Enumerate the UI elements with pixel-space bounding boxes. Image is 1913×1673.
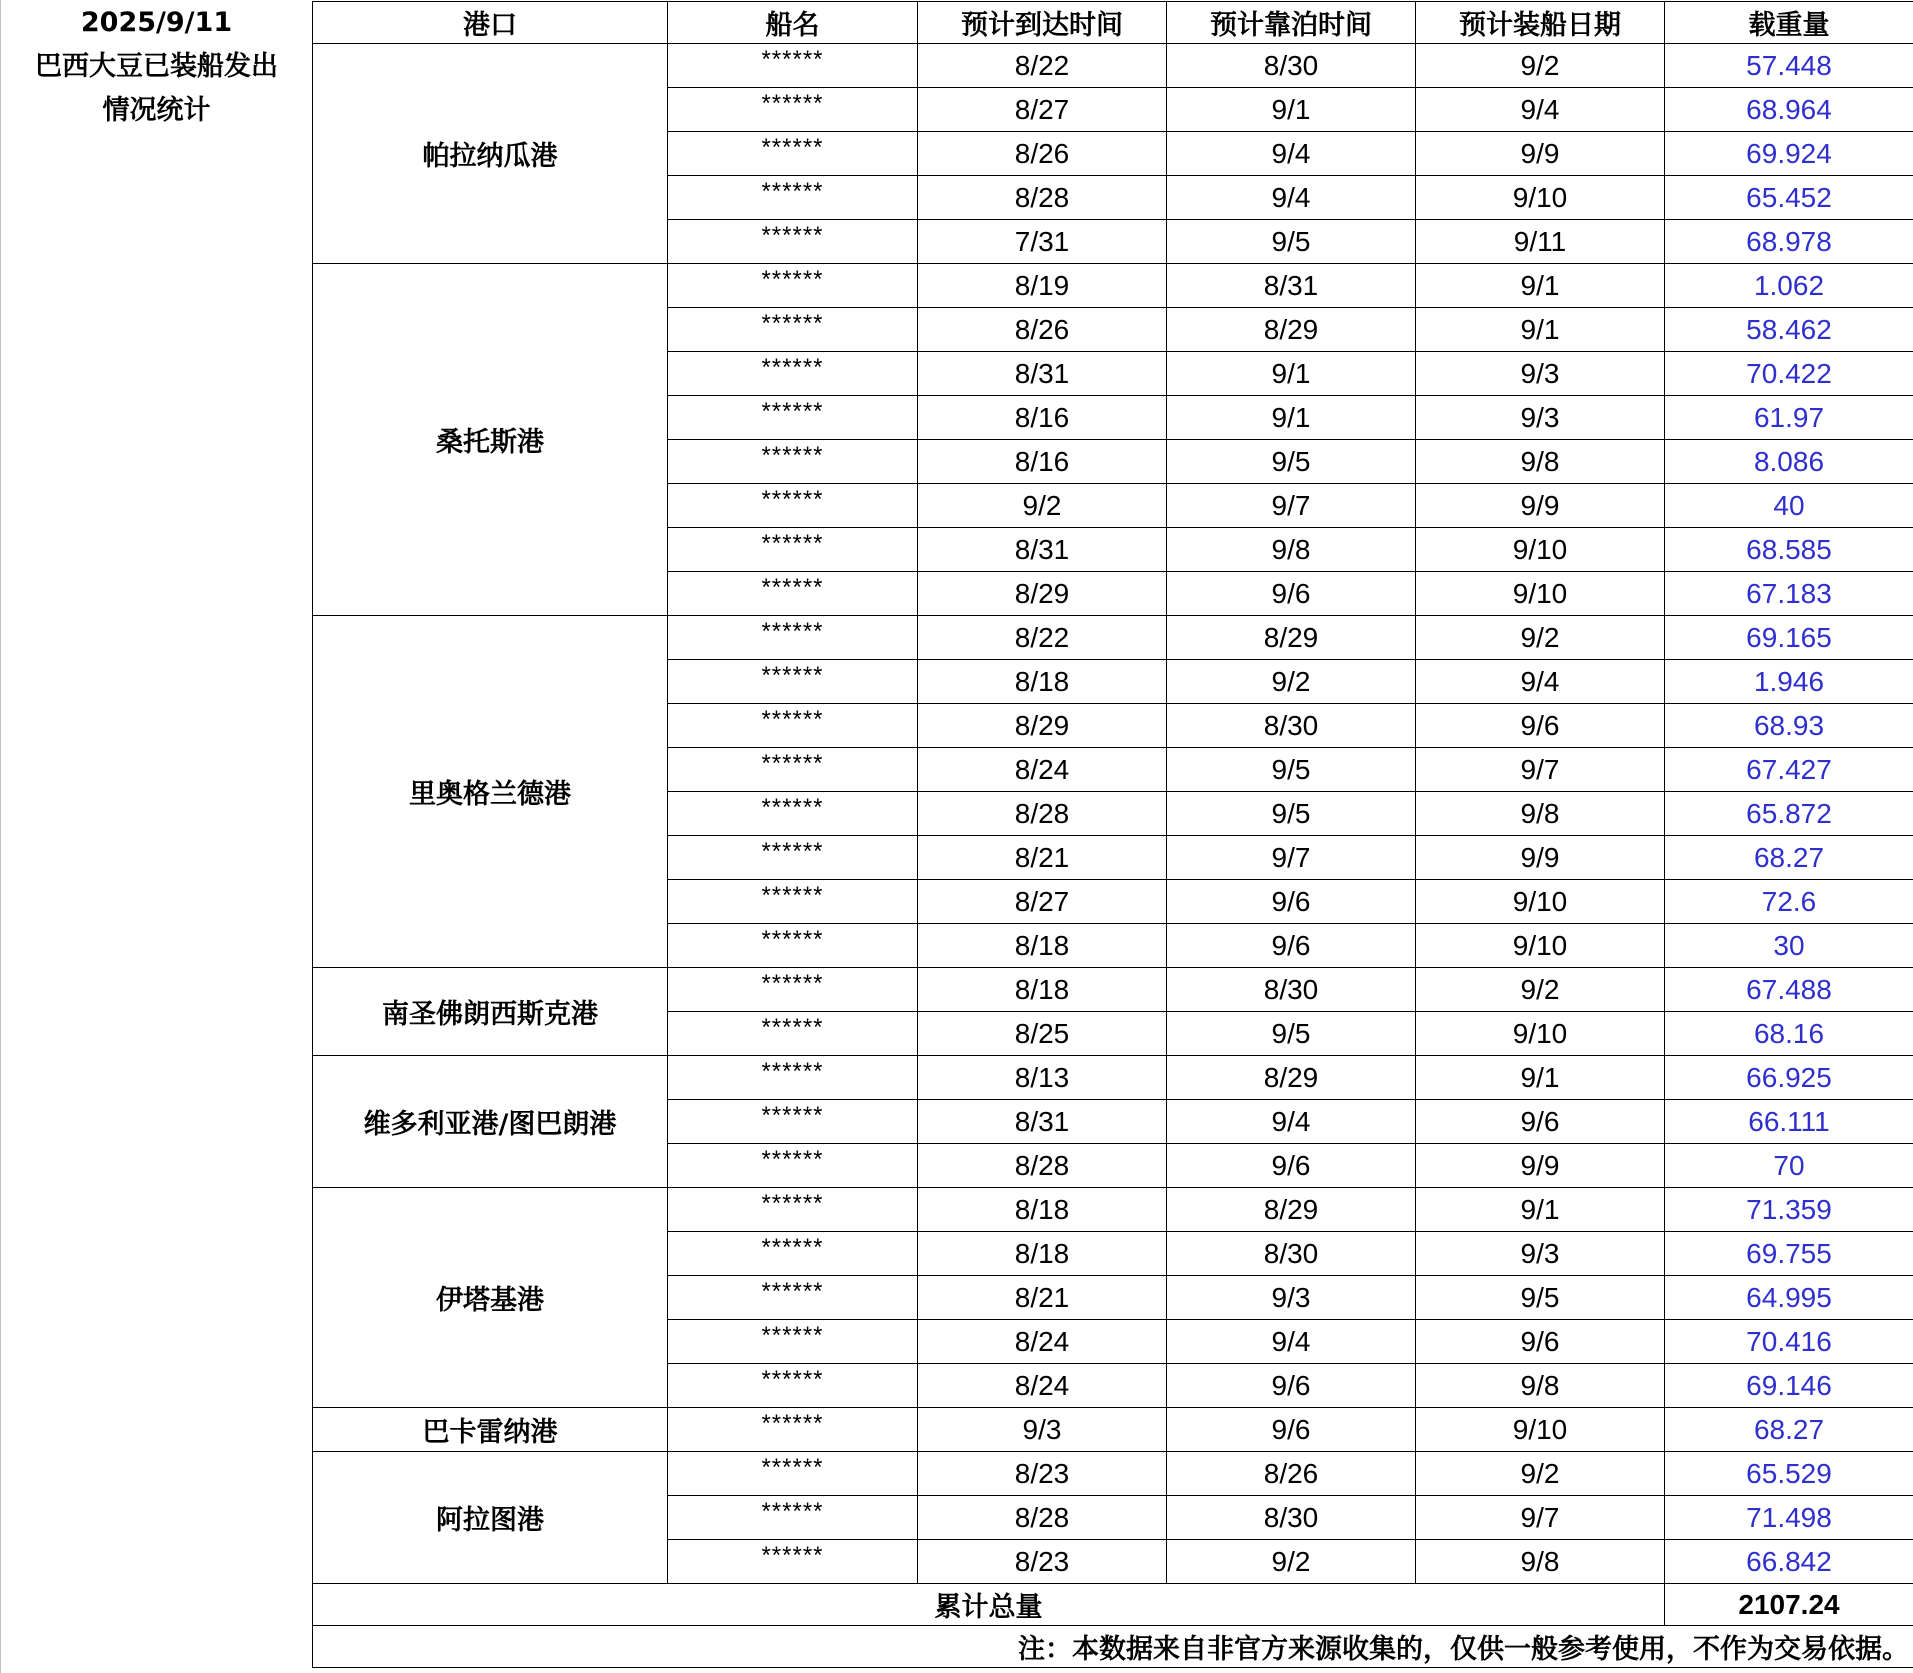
arrival-cell: 8/23: [918, 1540, 1167, 1584]
header-port: 港口: [313, 2, 668, 44]
loading-cell: 9/2: [1416, 44, 1665, 88]
berth-cell: 9/4: [1167, 176, 1416, 220]
arrival-cell: 7/31: [918, 220, 1167, 264]
report-title-line2: 情况统计: [102, 95, 211, 126]
weight-cell: 71.359: [1665, 1188, 1913, 1232]
loading-cell: 9/9: [1416, 1144, 1665, 1188]
loading-cell: 9/11: [1416, 220, 1665, 264]
arrival-cell: 8/26: [918, 132, 1167, 176]
arrival-cell: 8/23: [918, 1452, 1167, 1496]
weight-cell: 8.086: [1665, 440, 1913, 484]
weight-cell: 68.93: [1665, 704, 1913, 748]
berth-cell: 9/4: [1167, 132, 1416, 176]
loading-cell: 9/10: [1416, 880, 1665, 924]
berth-cell: 9/5: [1167, 748, 1416, 792]
berth-cell: 9/1: [1167, 396, 1416, 440]
weight-cell: 64.995: [1665, 1276, 1913, 1320]
ship-name-cell: ******: [668, 1496, 918, 1540]
berth-cell: 8/30: [1167, 44, 1416, 88]
ship-name-cell: ******: [668, 924, 918, 968]
ship-name-cell: ******: [668, 352, 918, 396]
port-cell: 南圣佛朗西斯克港: [313, 968, 668, 1056]
loading-cell: 9/1: [1416, 308, 1665, 352]
weight-cell: 68.585: [1665, 528, 1913, 572]
berth-cell: 9/6: [1167, 880, 1416, 924]
arrival-cell: 8/25: [918, 1012, 1167, 1056]
weight-cell: 68.16: [1665, 1012, 1913, 1056]
weight-cell: 65.872: [1665, 792, 1913, 836]
ship-name-cell: ******: [668, 308, 918, 352]
loading-cell: 9/4: [1416, 88, 1665, 132]
loading-cell: 9/10: [1416, 1012, 1665, 1056]
arrival-cell: 8/29: [918, 572, 1167, 616]
table-row: [313, 264, 1913, 308]
loading-cell: 9/8: [1416, 1540, 1665, 1584]
arrival-cell: 8/27: [918, 880, 1167, 924]
ship-name-cell: ******: [668, 440, 918, 484]
arrival-cell: 8/31: [918, 1100, 1167, 1144]
arrival-cell: 8/18: [918, 660, 1167, 704]
loading-cell: 9/10: [1416, 176, 1665, 220]
berth-cell: 8/30: [1167, 968, 1416, 1012]
loading-cell: 9/2: [1416, 616, 1665, 660]
berth-cell: 8/30: [1167, 1232, 1416, 1276]
report-date: 2025/9/11: [80, 7, 233, 38]
ship-name-cell: ******: [668, 660, 918, 704]
ship-name-cell: ******: [668, 220, 918, 264]
berth-cell: 8/31: [1167, 264, 1416, 308]
weight-cell: 70: [1665, 1144, 1913, 1188]
ship-name-cell: ******: [668, 1540, 918, 1584]
berth-cell: 8/29: [1167, 1188, 1416, 1232]
berth-cell: 9/2: [1167, 1540, 1416, 1584]
berth-cell: 9/6: [1167, 572, 1416, 616]
header-weight: 载重量: [1665, 2, 1913, 44]
arrival-cell: 8/28: [918, 176, 1167, 220]
total-value: 2107.24: [1665, 1584, 1913, 1626]
table-row: [313, 1452, 1913, 1496]
loading-cell: 9/7: [1416, 748, 1665, 792]
loading-cell: 9/10: [1416, 572, 1665, 616]
arrival-cell: 8/16: [918, 396, 1167, 440]
weight-cell: 61.97: [1665, 396, 1913, 440]
weight-cell: 67.183: [1665, 572, 1913, 616]
berth-cell: 8/30: [1167, 1496, 1416, 1540]
ship-name-cell: ******: [668, 1452, 918, 1496]
table-row: [313, 1188, 1913, 1232]
weight-cell: 58.462: [1665, 308, 1913, 352]
berth-cell: 9/4: [1167, 1100, 1416, 1144]
report-title-line1: 巴西大豆已装船发出: [35, 51, 278, 82]
port-cell: 维多利亚港/图巴朗港: [313, 1056, 668, 1188]
header-ship: 船名: [668, 2, 918, 44]
ship-name-cell: ******: [668, 528, 918, 572]
weight-cell: 67.488: [1665, 968, 1913, 1012]
loading-cell: 9/1: [1416, 1056, 1665, 1100]
loading-cell: 9/10: [1416, 924, 1665, 968]
arrival-cell: 8/28: [918, 792, 1167, 836]
weight-cell: 57.448: [1665, 44, 1913, 88]
berth-cell: 9/8: [1167, 528, 1416, 572]
weight-cell: 40: [1665, 484, 1913, 528]
arrival-cell: 8/18: [918, 1232, 1167, 1276]
ship-name-cell: ******: [668, 968, 918, 1012]
header-berth: 预计靠泊时间: [1167, 2, 1416, 44]
ship-name-cell: ******: [668, 704, 918, 748]
loading-cell: 9/7: [1416, 1496, 1665, 1540]
arrival-cell: 8/31: [918, 528, 1167, 572]
berth-cell: 8/29: [1167, 616, 1416, 660]
port-cell: 里奥格兰德港: [313, 616, 668, 968]
weight-cell: 71.498: [1665, 1496, 1913, 1540]
ship-name-cell: ******: [668, 1100, 918, 1144]
arrival-cell: 8/22: [918, 616, 1167, 660]
loading-cell: 9/1: [1416, 1188, 1665, 1232]
table-row: [313, 968, 1913, 1012]
loading-cell: 9/2: [1416, 968, 1665, 1012]
loading-cell: 9/5: [1416, 1276, 1665, 1320]
report-title: [0, 0, 312, 1673]
weight-cell: 66.925: [1665, 1056, 1913, 1100]
weight-cell: 69.755: [1665, 1232, 1913, 1276]
berth-cell: 9/1: [1167, 88, 1416, 132]
ship-name-cell: ******: [668, 880, 918, 924]
ship-name-cell: ******: [668, 1364, 918, 1408]
berth-cell: 9/5: [1167, 792, 1416, 836]
header-arrive: 预计到达时间: [918, 2, 1167, 44]
ship-name-cell: ******: [668, 1144, 918, 1188]
loading-cell: 9/10: [1416, 528, 1665, 572]
table-row: [313, 616, 1913, 660]
loading-cell: 9/9: [1416, 836, 1665, 880]
weight-cell: 72.6: [1665, 880, 1913, 924]
port-cell: 巴卡雷纳港: [313, 1408, 668, 1452]
port-cell: 阿拉图港: [313, 1452, 668, 1584]
ship-name-cell: ******: [668, 572, 918, 616]
total-row: [313, 1584, 1913, 1626]
ship-name-cell: ******: [668, 1056, 918, 1100]
ship-name-cell: ******: [668, 88, 918, 132]
ship-name-cell: ******: [668, 1276, 918, 1320]
berth-cell: 9/3: [1167, 1276, 1416, 1320]
shipment-table: [312, 1, 1913, 1668]
ship-name-cell: ******: [668, 616, 918, 660]
weight-cell: 68.27: [1665, 1408, 1913, 1452]
ship-name-cell: ******: [668, 1408, 918, 1452]
berth-cell: 9/6: [1167, 1144, 1416, 1188]
loading-cell: 9/8: [1416, 792, 1665, 836]
weight-cell: 68.978: [1665, 220, 1913, 264]
table-row: [313, 1408, 1913, 1452]
berth-cell: 9/5: [1167, 220, 1416, 264]
note-row: [313, 1626, 1913, 1668]
ship-name-cell: ******: [668, 1320, 918, 1364]
berth-cell: 8/29: [1167, 1056, 1416, 1100]
arrival-cell: 8/24: [918, 748, 1167, 792]
loading-cell: 9/1: [1416, 264, 1665, 308]
berth-cell: 8/26: [1167, 1452, 1416, 1496]
weight-cell: 65.452: [1665, 176, 1913, 220]
ship-name-cell: ******: [668, 132, 918, 176]
ship-name-cell: ******: [668, 176, 918, 220]
arrival-cell: 8/19: [918, 264, 1167, 308]
ship-name-cell: ******: [668, 264, 918, 308]
loading-cell: 9/10: [1416, 1408, 1665, 1452]
weight-cell: 69.146: [1665, 1364, 1913, 1408]
loading-cell: 9/6: [1416, 1100, 1665, 1144]
berth-cell: 8/30: [1167, 704, 1416, 748]
arrival-cell: 8/26: [918, 308, 1167, 352]
berth-cell: 8/29: [1167, 308, 1416, 352]
total-label: 累计总量: [313, 1584, 1665, 1626]
berth-cell: 9/6: [1167, 1364, 1416, 1408]
weight-cell: 67.427: [1665, 748, 1913, 792]
arrival-cell: 8/16: [918, 440, 1167, 484]
loading-cell: 9/8: [1416, 440, 1665, 484]
loading-cell: 9/6: [1416, 1320, 1665, 1364]
loading-cell: 9/3: [1416, 396, 1665, 440]
arrival-cell: 8/27: [918, 88, 1167, 132]
weight-cell: 68.964: [1665, 88, 1913, 132]
header-row: [313, 2, 1913, 44]
loading-cell: 9/6: [1416, 704, 1665, 748]
berth-cell: 9/5: [1167, 440, 1416, 484]
weight-cell: 1.946: [1665, 660, 1913, 704]
weight-cell: 69.924: [1665, 132, 1913, 176]
table-row: [313, 1056, 1913, 1100]
arrival-cell: 8/28: [918, 1144, 1167, 1188]
arrival-cell: 8/29: [918, 704, 1167, 748]
ship-name-cell: ******: [668, 1232, 918, 1276]
port-cell: 桑托斯港: [313, 264, 668, 616]
arrival-cell: 8/18: [918, 1188, 1167, 1232]
weight-cell: 66.111: [1665, 1100, 1913, 1144]
ship-name-cell: ******: [668, 484, 918, 528]
weight-cell: 69.165: [1665, 616, 1913, 660]
arrival-cell: 8/28: [918, 1496, 1167, 1540]
arrival-cell: 8/18: [918, 968, 1167, 1012]
table-row: [313, 44, 1913, 88]
berth-cell: 9/5: [1167, 1012, 1416, 1056]
berth-cell: 9/4: [1167, 1320, 1416, 1364]
loading-cell: 9/8: [1416, 1364, 1665, 1408]
loading-cell: 9/3: [1416, 352, 1665, 396]
weight-cell: 30: [1665, 924, 1913, 968]
loading-cell: 9/9: [1416, 484, 1665, 528]
ship-name-cell: ******: [668, 836, 918, 880]
arrival-cell: 8/24: [918, 1320, 1167, 1364]
berth-cell: 9/7: [1167, 484, 1416, 528]
loading-cell: 9/2: [1416, 1452, 1665, 1496]
weight-cell: 66.842: [1665, 1540, 1913, 1584]
weight-cell: 68.27: [1665, 836, 1913, 880]
berth-cell: 9/2: [1167, 660, 1416, 704]
arrival-cell: 9/2: [918, 484, 1167, 528]
port-cell: 帕拉纳瓜港: [313, 44, 668, 264]
loading-cell: 9/9: [1416, 132, 1665, 176]
arrival-cell: 8/31: [918, 352, 1167, 396]
weight-cell: 70.422: [1665, 352, 1913, 396]
ship-name-cell: ******: [668, 44, 918, 88]
arrival-cell: 8/18: [918, 924, 1167, 968]
loading-cell: 9/3: [1416, 1232, 1665, 1276]
weight-cell: 70.416: [1665, 1320, 1913, 1364]
berth-cell: 9/7: [1167, 836, 1416, 880]
weight-cell: 1.062: [1665, 264, 1913, 308]
weight-cell: 65.529: [1665, 1452, 1913, 1496]
ship-name-cell: ******: [668, 748, 918, 792]
berth-cell: 9/6: [1167, 1408, 1416, 1452]
ship-name-cell: ******: [668, 396, 918, 440]
arrival-cell: 8/13: [918, 1056, 1167, 1100]
header-load: 预计装船日期: [1416, 2, 1665, 44]
berth-cell: 9/1: [1167, 352, 1416, 396]
ship-name-cell: ******: [668, 1188, 918, 1232]
arrival-cell: 9/3: [918, 1408, 1167, 1452]
ship-name-cell: ******: [668, 1012, 918, 1056]
port-cell: 伊塔基港: [313, 1188, 668, 1408]
table-body: [313, 44, 1913, 1584]
ship-name-cell: ******: [668, 792, 918, 836]
arrival-cell: 8/21: [918, 1276, 1167, 1320]
loading-cell: 9/4: [1416, 660, 1665, 704]
arrival-cell: 8/22: [918, 44, 1167, 88]
arrival-cell: 8/24: [918, 1364, 1167, 1408]
berth-cell: 9/6: [1167, 924, 1416, 968]
disclaimer-note: 注：本数据来自非官方来源收集的，仅供一般参考使用，不作为交易依据。: [313, 1626, 1913, 1668]
arrival-cell: 8/21: [918, 836, 1167, 880]
